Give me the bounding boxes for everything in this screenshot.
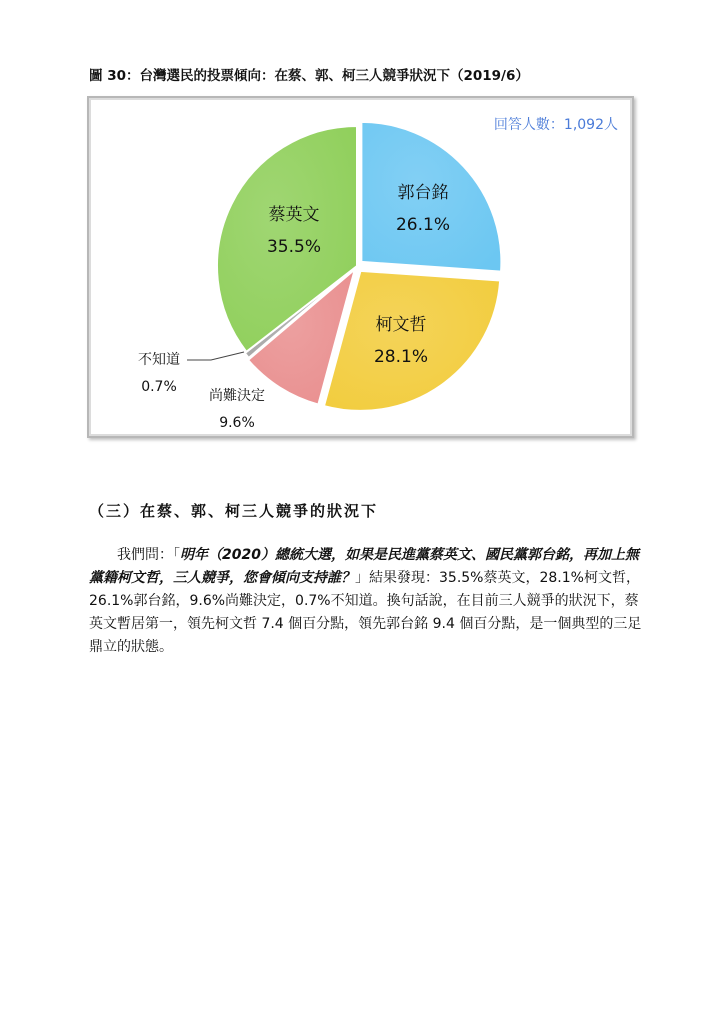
label-undecided-value: 9.6% bbox=[219, 415, 255, 431]
label-undecided bbox=[209, 387, 265, 431]
body-paragraph bbox=[89, 544, 644, 659]
label-ko-name: 柯文哲 bbox=[375, 315, 427, 335]
pie-chart bbox=[89, 98, 632, 436]
figure-title: 圖 30：台灣選民的投票傾向：在蔡、郭、柯三人競爭狀況下（2019/6） bbox=[89, 68, 529, 84]
label-ko-value: 28.1% bbox=[373, 347, 429, 367]
label-guo-value: 26.1% bbox=[395, 215, 451, 235]
label-dontknow-name: 不知道 bbox=[138, 352, 180, 368]
chart-frame bbox=[87, 96, 634, 438]
respondents-count: 回答人數：1,092人 bbox=[493, 117, 618, 133]
leader-line bbox=[187, 352, 244, 360]
label-tsai-name: 蔡英文 bbox=[268, 205, 320, 225]
paragraph-body: 」結果發現：35.5%蔡英文，28.1%柯文哲，26.1%郭台銘，9.6%尚難決定，0.7%不知道。換句話說，在目前三人競爭的狀況下，蔡英文暫居第一，領先柯文哲 7.4 個百分點，領先郭台銘 9.4 個百分點，是一個典型的三足鼎立的狀態。 bbox=[89, 570, 642, 655]
section-heading: （三）在蔡、郭、柯三人競爭的狀況下 bbox=[89, 502, 379, 520]
label-tsai-value: 35.5% bbox=[266, 237, 322, 257]
label-dontknow-value: 0.7% bbox=[141, 379, 177, 395]
paragraph-intro: 我們問：「 bbox=[117, 547, 180, 563]
label-guo-name: 郭台銘 bbox=[397, 183, 449, 203]
label-undecided-name: 尚難決定 bbox=[209, 388, 265, 404]
slice-ko bbox=[324, 271, 500, 411]
survey-question: 明年（2020）總統大選，如果是民進黨蔡英文、國民黨郭台銘，再加上無黨籍柯文哲，三人競爭，您會傾向支持誰？ bbox=[89, 547, 639, 586]
